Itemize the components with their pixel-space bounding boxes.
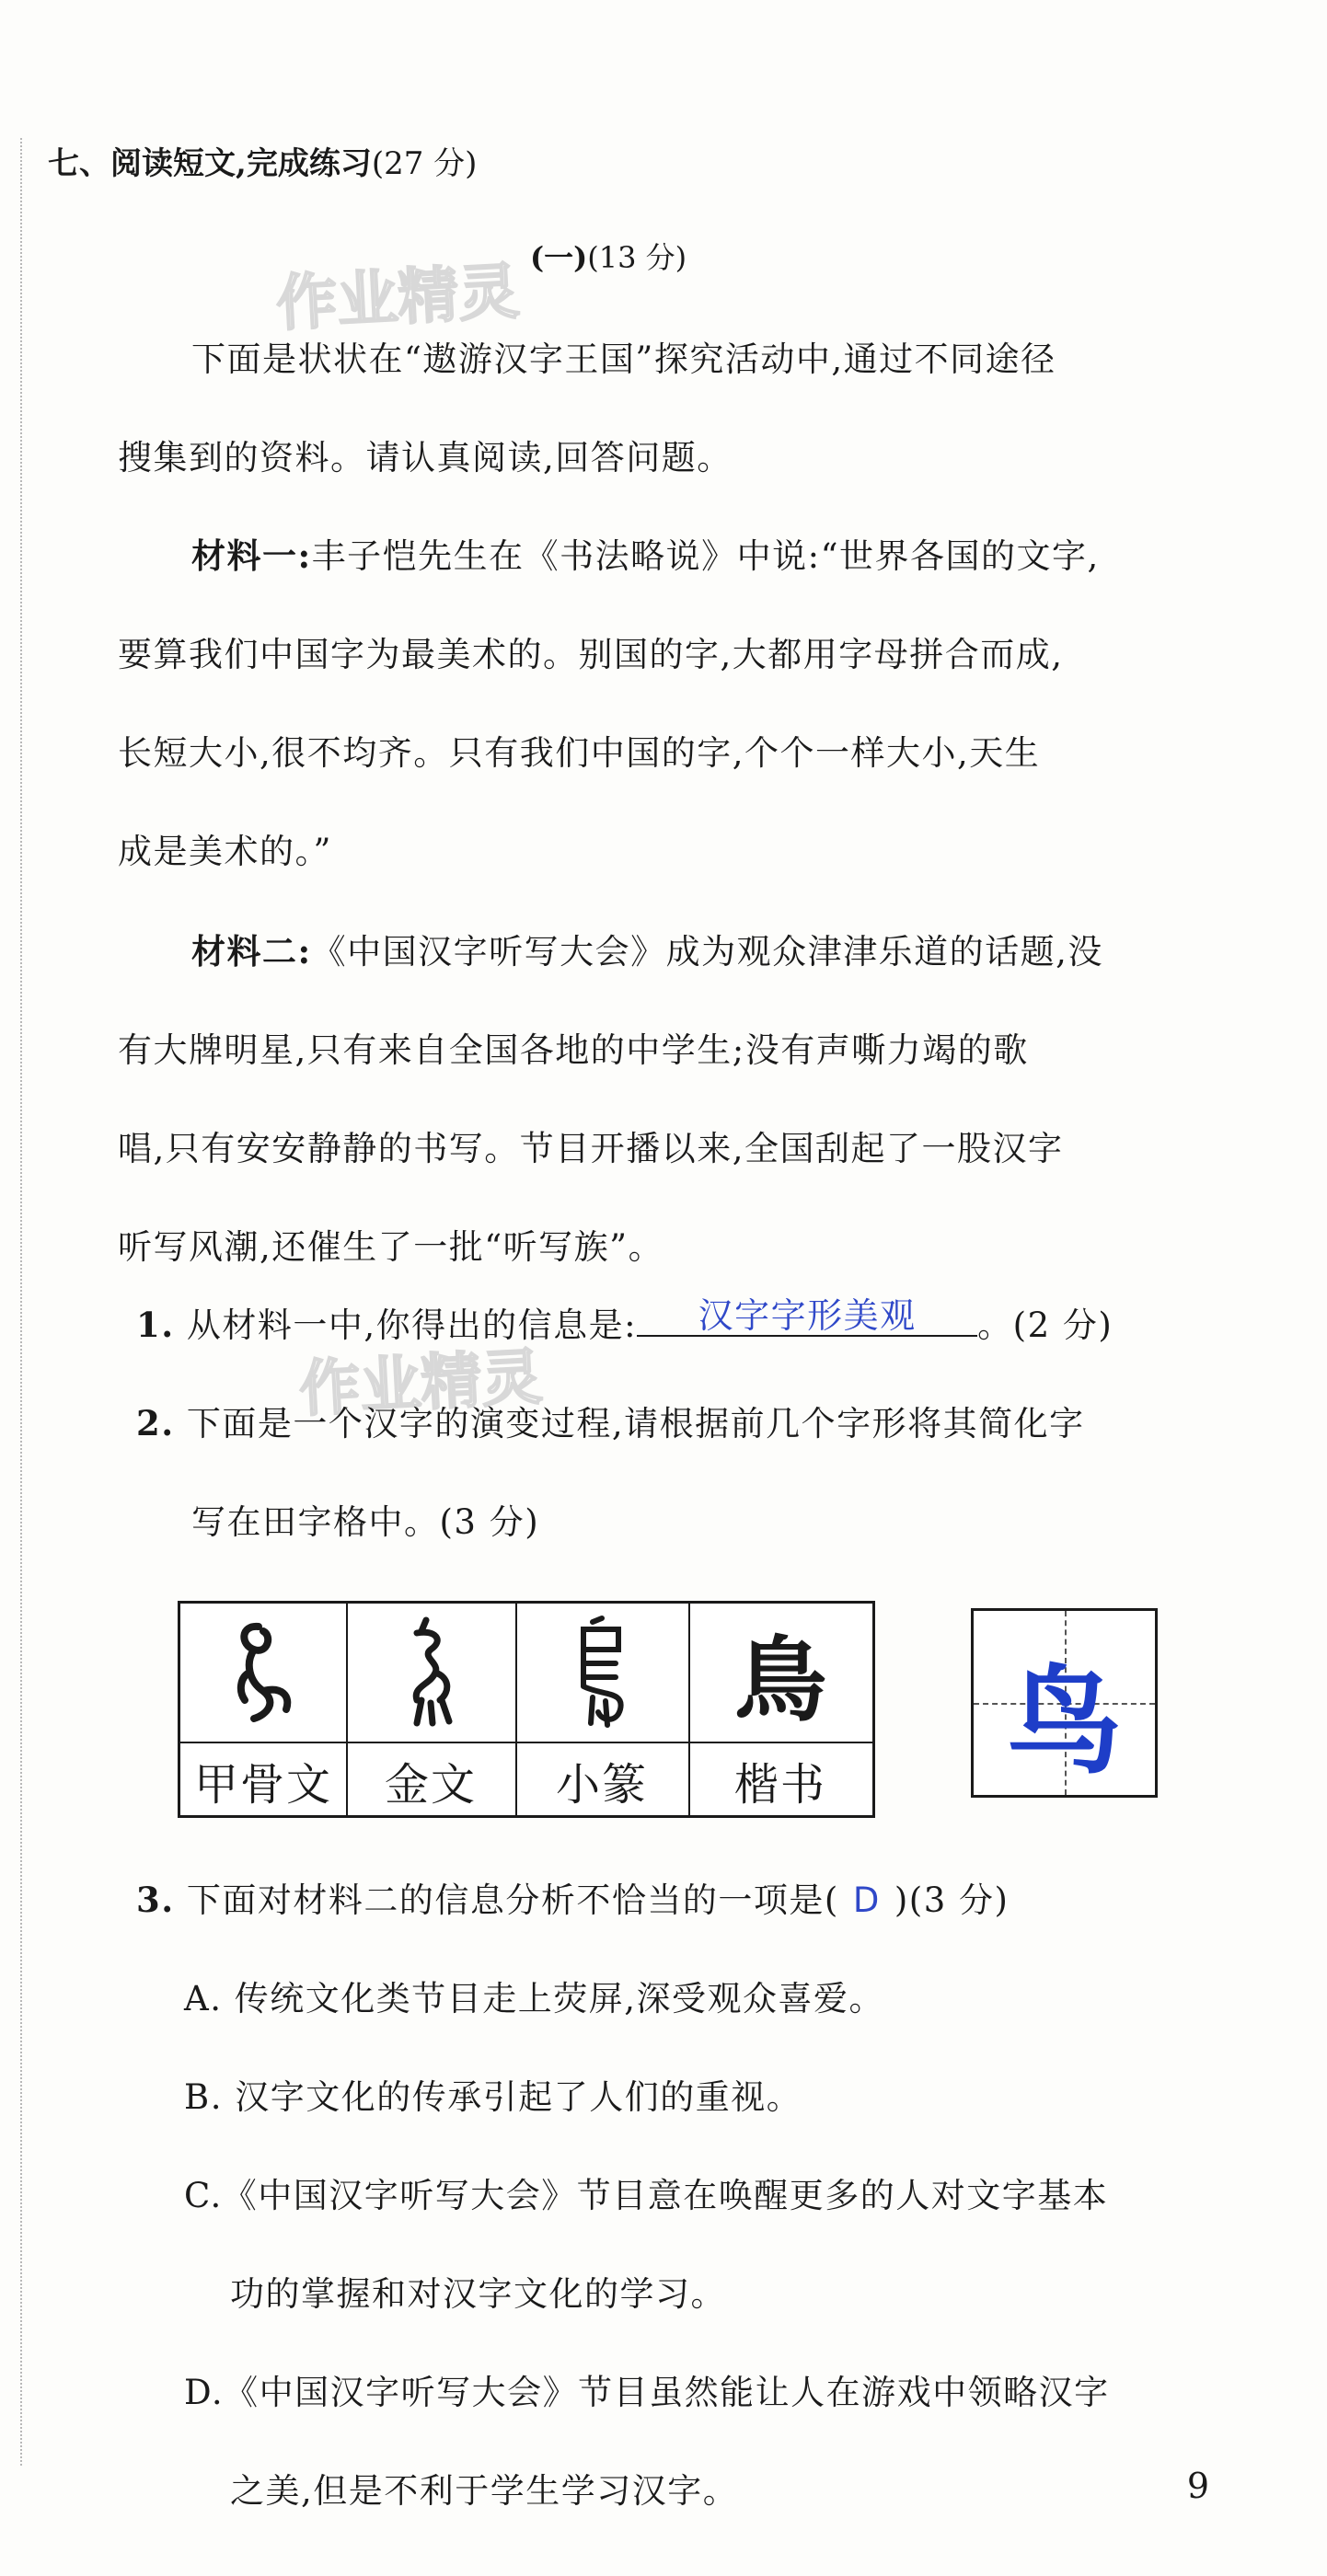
option-a: A. 传统文化类节目走上荧屏,深受观众喜爱。 xyxy=(184,1979,885,2018)
option-c-line: 功的掌握和对汉字文化的学习。 xyxy=(230,2274,726,2314)
regular-script-character: 鳥 xyxy=(734,1627,826,1734)
intro-line: 搜集到的资料。请认真阅读,回答问题。 xyxy=(118,438,733,477)
material2-line: 听写风潮,还催生了一批“听写族”。 xyxy=(118,1227,664,1267)
answer-2-handwritten: 鸟 xyxy=(1006,1654,1123,1789)
material1-label: 材料一: xyxy=(191,535,312,576)
material2-text: 《中国汉字听写大会》成为观众津津乐道的话题,没 xyxy=(311,932,1103,972)
question-3-text: 下面对材料二的信息分析不恰当的一项是( xyxy=(186,1880,839,1920)
question-number: 2. xyxy=(136,1403,175,1443)
question-1 xyxy=(136,1297,1113,1347)
answer-blank-1[interactable] xyxy=(637,1295,977,1337)
question-number: 1. xyxy=(136,1305,175,1345)
label-oracle-bone: 甲骨文 xyxy=(180,1742,348,1817)
oracle-bone-glyph xyxy=(180,1604,348,1742)
character-evolution-table xyxy=(178,1601,875,1818)
material1-first-line xyxy=(191,528,1100,578)
section-points: (27 分) xyxy=(371,145,478,182)
seal-script-glyph xyxy=(515,1604,690,1742)
section-title: 七、阅读短文,完成练习 xyxy=(48,145,372,182)
part-points: (13 分) xyxy=(587,240,687,275)
material1-line: 长短大小,很不均齐。只有我们中国的字,个个一样大小,天生 xyxy=(118,733,1041,773)
question-1-text: 从材料一中,你得出的信息是: xyxy=(186,1305,638,1345)
bronze-bird-icon xyxy=(394,1613,467,1732)
oracle-bone-bird-icon xyxy=(222,1617,305,1728)
part-title: (一) xyxy=(530,240,588,275)
material2-line: 唱,只有安安静静的书写。节目开播以来,全国刮起了一股汉字 xyxy=(118,1129,1064,1168)
binding-margin-line xyxy=(20,138,22,2466)
part-heading xyxy=(530,235,687,277)
regular-script-glyph xyxy=(688,1604,872,1742)
material2-first-line xyxy=(191,924,1103,973)
tianzige-answer-grid[interactable] xyxy=(971,1608,1158,1798)
bronze-glyph xyxy=(346,1604,517,1742)
label-seal: 小篆 xyxy=(515,1742,690,1817)
label-bronze: 金文 xyxy=(346,1742,517,1817)
option-b: B. 汉字文化的传承引起了人们的重视。 xyxy=(184,2077,802,2117)
material1-text: 丰子恺先生在《书法略说》中说:“世界各国的文字, xyxy=(311,536,1100,576)
watermark: 作业精灵 xyxy=(297,1341,545,1425)
option-d-line: 之美,但是不利于学生学习汉字。 xyxy=(230,2471,739,2511)
seal-bird-icon xyxy=(565,1613,639,1732)
answer-3-handwritten[interactable]: D xyxy=(852,1880,881,1920)
material2-line: 有大牌明星,只有来自全国各地的中学生;没有声嘶力竭的歌 xyxy=(118,1030,1029,1070)
option-c: C.《中国汉字听写大会》节目意在唤醒更多的人对文字基本 xyxy=(184,2176,1109,2215)
question-2 xyxy=(136,1396,1085,1445)
question-1-points: 。(2 分) xyxy=(977,1305,1114,1345)
material1-line: 成是美术的。” xyxy=(118,832,332,871)
question-number: 3. xyxy=(136,1880,175,1920)
label-regular: 楷书 xyxy=(688,1742,872,1817)
intro-line: 下面是状状在“遨游汉字王国”探究活动中,通过不同途径 xyxy=(191,339,1056,379)
question-3 xyxy=(136,1872,1009,1922)
question-3-points: )(3 分) xyxy=(894,1880,1010,1920)
page-number: 9 xyxy=(1186,2466,1209,2506)
answer-1-handwritten: 汉字字形美观 xyxy=(698,1295,917,1336)
option-d: D.《中国汉字听写大会》节目虽然能让人在游戏中领略汉字 xyxy=(184,2373,1110,2412)
question-2-line: 写在田字格中。(3 分) xyxy=(191,1502,540,1542)
question-2-text: 下面是一个汉字的演变过程,请根据前几个字形将其简化字 xyxy=(186,1404,1085,1443)
section-heading xyxy=(48,138,477,183)
watermark: 作业精灵 xyxy=(274,256,522,339)
material2-label: 材料二: xyxy=(191,931,312,972)
material1-line: 要算我们中国字为最美术的。别国的字,大都用字母拼合而成, xyxy=(118,635,1064,674)
